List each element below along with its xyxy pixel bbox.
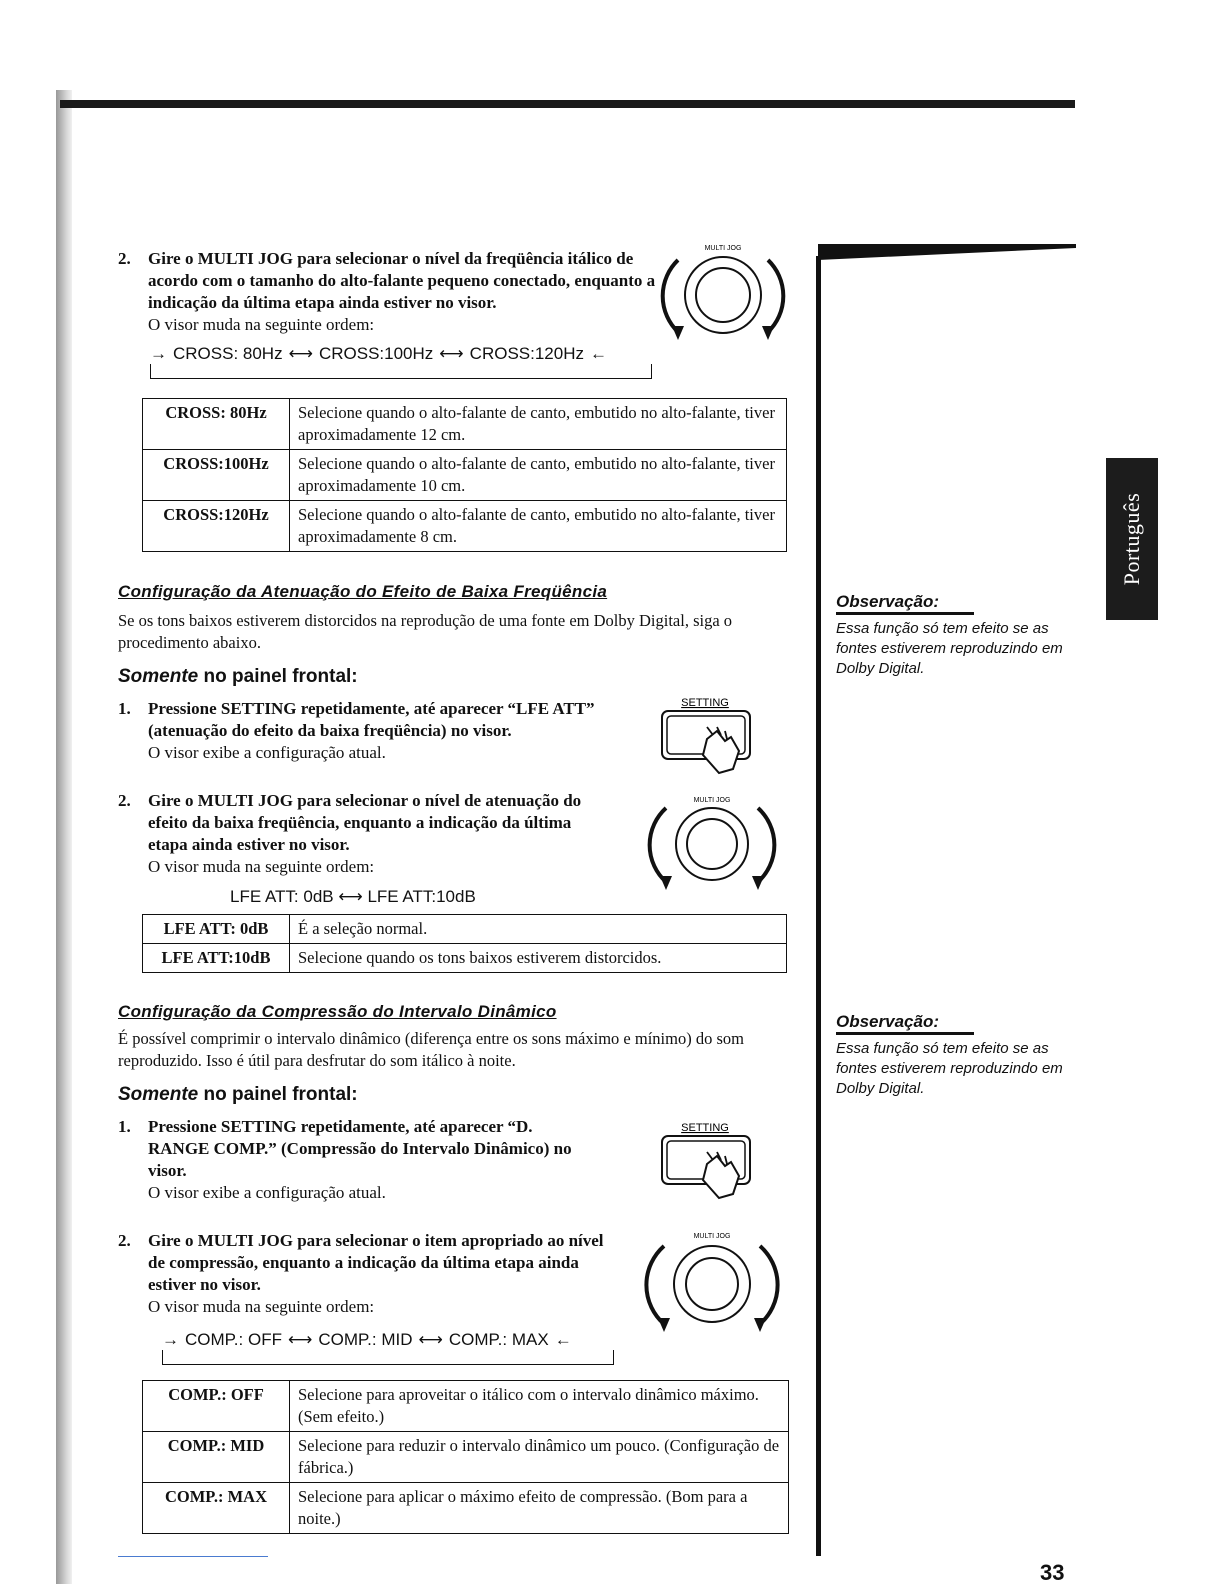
multi-jog-label: MULTI JOG xyxy=(704,245,742,252)
seq-item: COMP.: MAX xyxy=(448,1330,549,1349)
option-key: CROSS: 80Hz xyxy=(143,399,290,450)
option-desc: Selecione para aplicar o máximo efeito de compressão. (Bom para a noite.) xyxy=(290,1483,789,1534)
crossover-sequence: → CROSS: 80Hz ⟷ CROSS:100Hz ⟷ CROSS:120Hz ← xyxy=(150,344,660,379)
comp-step-2 xyxy=(118,1230,608,1318)
option-desc: Selecione quando o alto-falante de canto, embutido no alto-falante, tiver aproximadamente 12 cm. xyxy=(290,399,787,450)
comp-intro: É possível comprimir o intervalo dinâmico (diferença entre os sons máximo e mínimo) do som reproduzido. Isso é útil para desfrutar do som itálico à noite. xyxy=(118,1029,744,1070)
table-row xyxy=(143,1381,789,1432)
multi-jog-knob-icon xyxy=(660,240,800,350)
step-instruction: Gire o MULTI JOG para selecionar o nível da freqüência itálico de acordo com o tamanho do alto-falante pequeno conectado, enquanto a indicação da última etapa ainda estiver no visor. xyxy=(148,249,656,312)
lfe-options-table xyxy=(142,914,787,973)
multi-jog-knob-icon xyxy=(642,792,782,897)
lfe-step-1 xyxy=(118,698,618,764)
table-row xyxy=(143,501,787,552)
observation-text: Essa função só tem efeito se as fontes estiverem reproduzindo em Dolby Digital. xyxy=(836,620,1063,677)
table-row xyxy=(143,915,787,944)
option-key: COMP.: MID xyxy=(143,1432,290,1483)
option-key: COMP.: OFF xyxy=(143,1381,290,1432)
observation-text: Essa função só tem efeito se as fontes estiverem reproduzindo em Dolby Digital. xyxy=(836,1040,1063,1097)
svg-text:MULTI JOG: MULTI JOG xyxy=(693,1233,731,1240)
table-row xyxy=(143,1432,789,1483)
setting-button-icon xyxy=(655,693,765,785)
sidebar-header-bar xyxy=(818,244,1076,260)
lfe-sequence: LFE ATT: 0dB ⟷ LFE ATT:10dB xyxy=(230,887,476,906)
page-number: 33 xyxy=(1040,1560,1065,1585)
step-note: O visor muda na seguinte ordem: xyxy=(148,1297,375,1316)
seq-item: CROSS: 80Hz xyxy=(173,344,283,363)
observation-title: Observação: xyxy=(836,1012,939,1031)
table-row xyxy=(143,1483,789,1534)
comp-section-heading: Configuração da Compressão do Intervalo Dinâmico xyxy=(118,1002,557,1021)
option-desc: Selecione quando o alto-falante de canto, embutido no alto-falante, tiver aproximadamente 8 cm. xyxy=(290,501,787,552)
step-note: O visor exibe a configuração atual. xyxy=(148,1183,386,1202)
step-note: O visor muda na seguinte ordem: xyxy=(148,857,375,876)
setting-button-icon xyxy=(655,1118,765,1210)
lfe-step-2 xyxy=(118,790,588,878)
svg-text:SETTING: SETTING xyxy=(681,1122,729,1134)
lfe-subheading: Somente no painel frontal: xyxy=(118,666,358,687)
comp-observation xyxy=(836,1012,1066,1099)
step-number: 1. xyxy=(118,699,131,718)
lfe-intro: Se os tons baixos estiverem distorcidos na reprodução de uma fonte em Dolby Digital, siga o procedimento abaixo. xyxy=(118,611,733,652)
option-desc: Selecione para reduzir o intervalo dinâmico um pouco. (Configuração de fábrica.) xyxy=(290,1432,789,1483)
table-row xyxy=(143,399,787,450)
step-instruction: Gire o MULTI JOG para selecionar o nível de atenuação do efeito da baixa freqüência, enquanto a indicação da última etapa ainda estiver no visor. xyxy=(148,791,582,854)
step-number: 1. xyxy=(118,1117,131,1136)
comp-subheading: Somente no painel frontal: xyxy=(118,1084,358,1105)
svg-text:MULTI JOG: MULTI JOG xyxy=(693,797,731,804)
table-row xyxy=(143,944,787,973)
option-key: CROSS:100Hz xyxy=(143,450,290,501)
crossover-options-table xyxy=(142,398,787,552)
lfe-section-heading: Configuração da Atenuação do Efeito de Baixa Freqüência xyxy=(118,582,608,601)
option-key: COMP.: MAX xyxy=(143,1483,290,1534)
bottom-rule xyxy=(118,1556,268,1557)
observation-title: Observação: xyxy=(836,592,939,611)
option-key: LFE ATT: 0dB xyxy=(143,915,290,944)
comp-step-1 xyxy=(118,1116,598,1204)
option-key: CROSS:120Hz xyxy=(143,501,290,552)
language-tab-label: Português xyxy=(1119,492,1144,586)
top-rule xyxy=(60,100,1075,108)
option-key: LFE ATT:10dB xyxy=(143,944,290,973)
comp-options-table xyxy=(142,1380,789,1534)
step-number: 2. xyxy=(118,791,131,810)
page-binding-shadow xyxy=(56,90,72,1584)
seq-item: LFE ATT:10dB xyxy=(367,887,476,906)
seq-item: CROSS:100Hz xyxy=(318,344,434,363)
seq-item: COMP.: MID xyxy=(318,1330,413,1349)
step-number: 2. xyxy=(118,1231,131,1250)
option-desc: Selecione quando o alto-falante de canto, embutido no alto-falante, tiver aproximadamente 10 cm. xyxy=(290,450,787,501)
step-instruction: Pressione SETTING repetidamente, até aparecer “LFE ATT” (atenuação do efeito da baixa freqüência) no visor. xyxy=(148,699,595,740)
option-desc: Selecione quando os tons baixos estiverem distorcidos. xyxy=(290,944,787,973)
seq-item: COMP.: OFF xyxy=(185,1330,282,1349)
multi-jog-knob-icon xyxy=(642,1228,782,1338)
crossover-step-2 xyxy=(118,248,678,336)
sidebar-divider xyxy=(816,256,821,1556)
step-note: O visor muda na seguinte ordem: xyxy=(148,315,375,334)
option-desc: Selecione para aproveitar o itálico com o intervalo dinâmico máximo. (Sem efeito.) xyxy=(290,1381,789,1432)
setting-label: SETTING xyxy=(681,697,729,709)
table-row xyxy=(143,450,787,501)
step-note: O visor exibe a configuração atual. xyxy=(148,743,386,762)
comp-sequence: → COMP.: OFF ⟷ COMP.: MID ⟷ COMP.: MAX ← xyxy=(162,1330,622,1365)
lfe-observation xyxy=(836,592,1066,679)
language-tab xyxy=(1106,458,1158,620)
step-number: 2. xyxy=(118,249,131,268)
step-instruction: Gire o MULTI JOG para selecionar o item apropriado ao nível de compressão, enquanto a indicação da última etapa ainda estiver no visor. xyxy=(148,1231,604,1294)
seq-item: CROSS:120Hz xyxy=(469,344,584,363)
step-instruction: Pressione SETTING repetidamente, até aparecer “D. RANGE COMP.” (Compressão do Intervalo Dinâmico) no visor. xyxy=(148,1117,572,1180)
option-desc: É a seleção normal. xyxy=(290,915,787,944)
seq-item: LFE ATT: 0dB xyxy=(230,887,334,906)
